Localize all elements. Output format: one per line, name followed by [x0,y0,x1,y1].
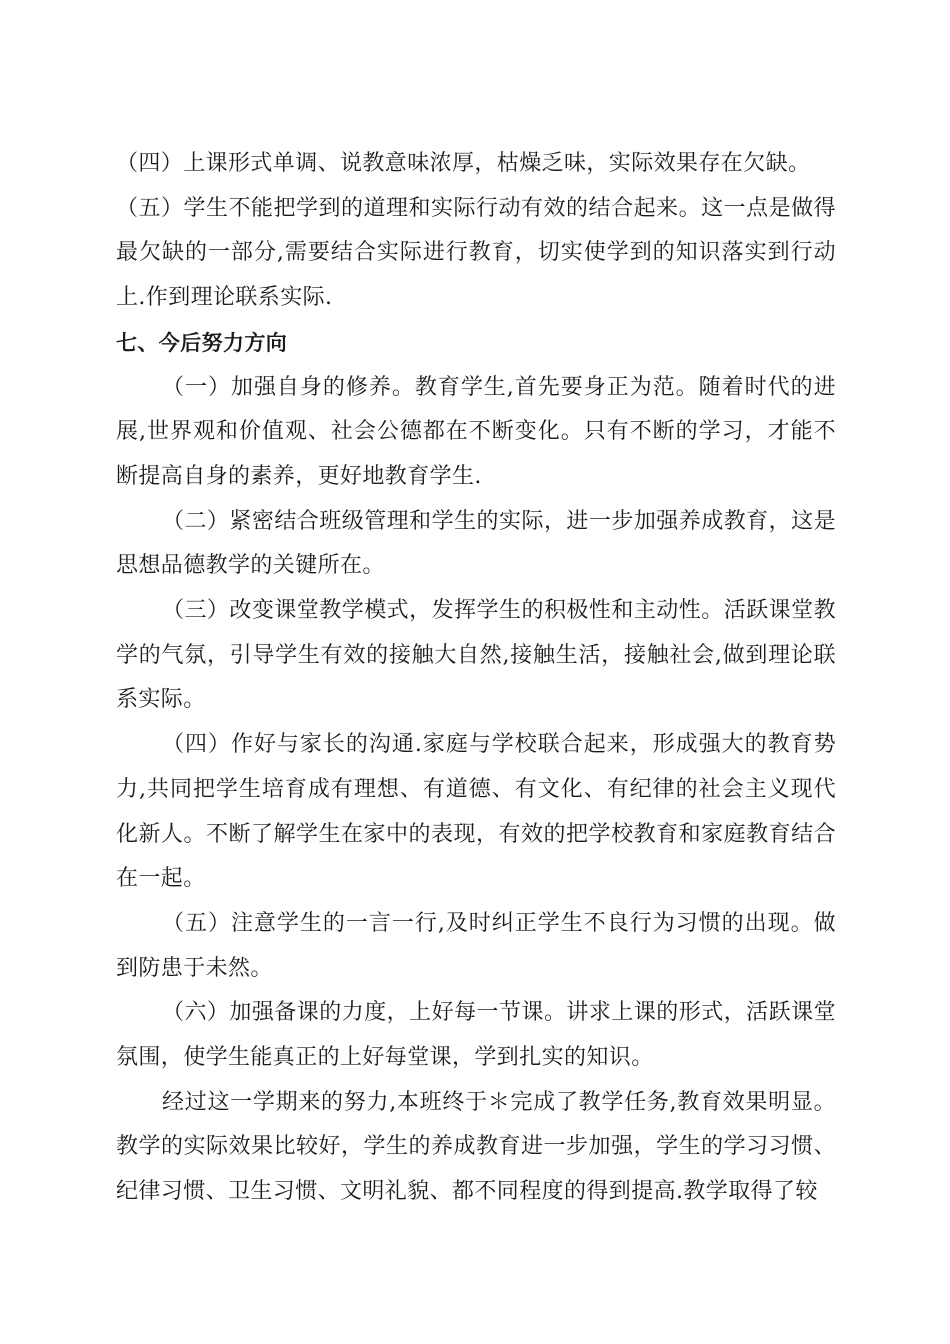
paragraph-direction-4: （四）作好与家长的沟通.家庭与学校联合起来，形成强大的教育势力,共同把学生培育成有理想、有道德、有文化、有纪律的社会主义现代化新人。不断了解学生在家中的表现，有效的把学校教育和家庭教育结合在一起。 [116,732,836,892]
paragraph-weakness-4: （四）上课形式单调、说教意味浓厚，枯燥乏味，实际效果存在欠缺。 [116,151,811,176]
paragraph-summary: 经过这一学期来的努力,本班终于＊完成了教学任务,教育效果明显。教学的实际效果比较好，学生的养成教育进一步加强，学生的学习习惯、纪律习惯、卫生习惯、文明礼貌、都不同程度的得到提高.教学取得了较 [116,1089,836,1205]
paragraph-weakness-5: （五）学生不能把学到的道理和实际行动有效的结合起来。这一点是做得最欠缺的一部分,需要结合实际进行教育，切实使学到的知识落实到行动上.作到理论联系实际. [116,195,836,311]
paragraph-direction-2: （二）紧密结合班级管理和学生的实际，进一步加强养成教育，这是思想品德教学的关键所在。 [116,508,836,579]
paragraph-direction-1: （一）加强自身的修养。教育学生,首先要身正为范。随着时代的进展,世界观和价值观、社会公德都在不断变化。只有不断的学习，才能不断提高自身的素养，更好地教育学生. [116,374,836,489]
paragraph-direction-3: （三）改变课堂教学模式，发挥学生的积极性和主动性。活跃课堂教学的气氛，引导学生有效的接触大自然,接触生活，接触社会,做到理论联系实际。 [116,598,836,713]
paragraph-direction-5: （五）注意学生的一言一行,及时纠正学生不良行为习惯的出现。做到防患于未然。 [116,910,836,981]
document-body [116,142,836,1215]
paragraph-direction-6: （六）加强备课的力度，上好每一节课。讲求上课的形式，活跃课堂氛围，使学生能真正的上好每堂课，学到扎实的知识。 [116,1000,836,1071]
section-heading-7: 七、今后努力方向 [116,330,288,355]
